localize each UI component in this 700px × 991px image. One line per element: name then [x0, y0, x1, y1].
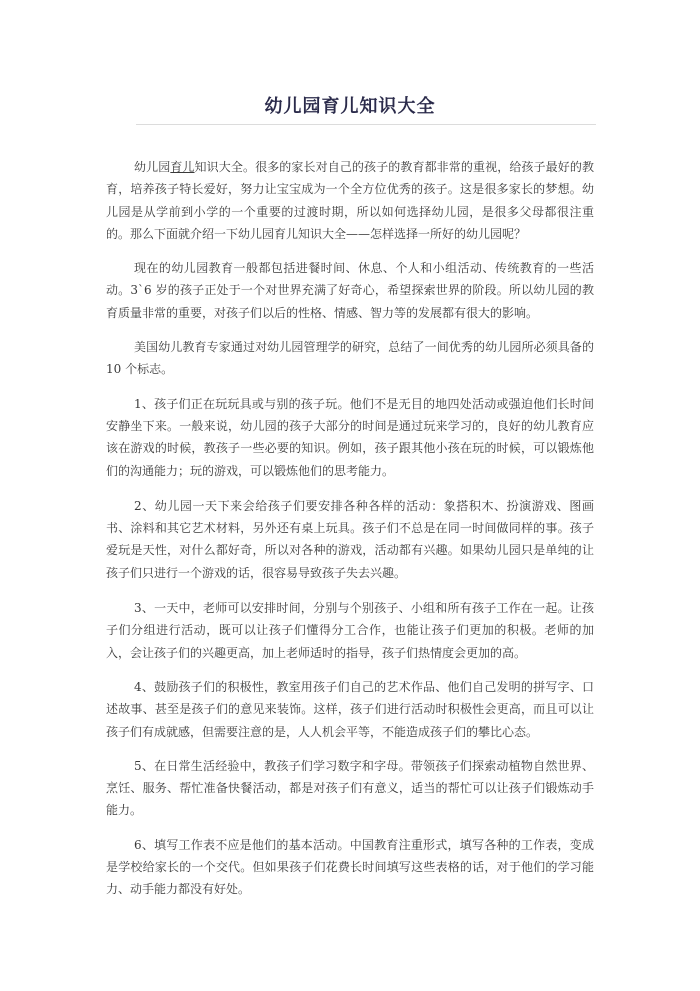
- list-item-3: 3、一天中，老师可以安排时间，分别与个别孩子、小组和所有孩子工作在一起。让孩子们分组进行活动，既可以让孩子们懂得分工合作，也能让孩子们更加的积极。老师的加入，会让孩子们的兴趣更高，加上老师适时的指导，孩子们热情度会更加的高。: [106, 601, 594, 660]
- list-item-1: 1、孩子们正在玩玩具或与别的孩子玩。他们不是无目的地四处活动或强迫他们长时间安静坐下来。一般来说，幼儿园的孩子大部分的时间是通过玩来学习的，良好的幼儿教育应该在游戏的时候，教孩子一些必要的知识。例如，孩子跟其他小孩在玩的时候，可以锻炼他们的沟通能力；玩的游戏，可以锻炼他们的思考能力。: [106, 396, 594, 478]
- intro-text-rest: 知识大全。很多的家长对自己的孩子的教育都非常的重视，给孩子最好的教育，培养孩子特长爱好，努力让宝宝成为一个全方位优秀的孩子。这是很多家长的梦想。幼儿园是从学前到小学的一个重要的过渡时期，所以如何选择幼儿园，是很多父母都很注重的。那么下面就介绍一下幼儿园育儿知识大全——怎样选择一所好的幼儿园呢？: [106, 160, 594, 241]
- list-item-5: 5、在日常生活经验中，教孩子们学习数字和字母。带领孩子们探索动植物自然世界、烹饪、服务、帮忙准备快餐活动，都是对孩子们有意义，适当的帮忙可以让孩子们锻炼动手能力。: [106, 758, 594, 818]
- paragraph-ten-signs-intro: 美国幼儿教育专家通过对幼儿园管理学的研究，总结了一间优秀的幼儿园所必须具备的 10 个标志。: [106, 340, 594, 377]
- title-divider: [136, 124, 596, 125]
- parenting-link[interactable]: 育儿: [170, 160, 195, 174]
- intro-paragraph: [106, 156, 594, 245]
- list-item-4: 4、鼓励孩子们的积极性，教室用孩子们自己的艺术作品、他们自己发明的拼写字、口述故事、甚至是孩子们的意见来装饰。这样，孩子们进行活动时积极性会更高，而且可以让孩子们有成就感，但需要注意的是，人人机会平等，不能造成孩子们的攀比心态。: [106, 679, 594, 739]
- document-body: [106, 156, 594, 915]
- document-title: 幼儿园育儿知识大全: [264, 96, 436, 117]
- list-item-2: 2、幼儿园一天下来会给孩子们要安排各种各样的活动：象搭积木、扮演游戏、图画书、涂料和其它艺术材料，另外还有桌上玩具。孩子们不总是在同一时间做同样的事。孩子爱玩是天性，对什么都好奇，所以对各种的游戏，活动都有兴趣。如果幼儿园只是单纯的让孩子们只进行一个游戏的话，很容易导致孩子失去兴趣。: [106, 498, 594, 580]
- list-item-6: 6、填写工作表不应是他们的基本活动。中国教育注重形式，填写各种的工作表，变成是学校给家长的一个交代。但如果孩子们花费长时间填写这些表格的话，对于他们的学习能力、动手能力都没有好处。: [106, 837, 594, 897]
- paragraph-current-education: 现在的幼儿园教育一般都包括进餐时间、休息、个人和小组活动、传统教育的一些活动。3`6 岁的孩子正处于一个对世界充满了好奇心，希望探索世界的阶段。所以幼儿园的教育质量非常的重要，对孩子们以后的性格、情感、智力等的发展都有很大的影响。: [106, 261, 594, 320]
- intro-text-start: 幼儿园: [134, 160, 171, 174]
